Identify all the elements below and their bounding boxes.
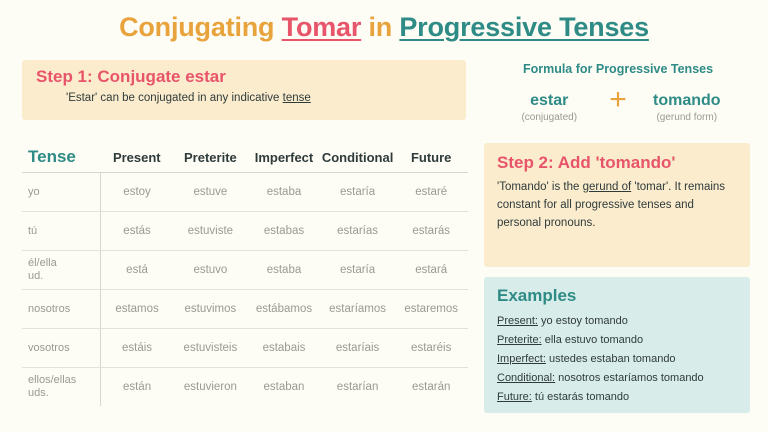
cell-present: están bbox=[122, 381, 152, 393]
cell-future: estarás bbox=[394, 212, 468, 251]
title-verb-tomar: Tomar bbox=[281, 12, 362, 42]
table-row bbox=[22, 173, 468, 212]
example-text: nosotros estaríamos tomando bbox=[555, 371, 704, 384]
step2-heading: Step 2: Add 'tomando' bbox=[497, 153, 676, 172]
column-header-imperfect: Imperfect bbox=[247, 142, 321, 173]
formula-title: Formula for Progressive Tenses bbox=[522, 62, 714, 76]
cell-imperfect: estaba bbox=[247, 251, 321, 290]
cell-imperfect: estaban bbox=[263, 381, 305, 393]
cell-future: estaré bbox=[394, 173, 468, 212]
title-part-progressive-tenses: Progressive Tenses bbox=[399, 12, 649, 42]
page-title bbox=[0, 12, 768, 43]
cell-imperfect: estábamos bbox=[247, 290, 321, 329]
example-label: Present: bbox=[497, 315, 538, 327]
step1-subtext-underlined: tense bbox=[282, 92, 311, 104]
example-item bbox=[497, 369, 737, 388]
formula-right-note: (gerund form) bbox=[656, 111, 718, 123]
table-body bbox=[22, 173, 468, 407]
conjugation-table bbox=[22, 142, 468, 406]
title-part-conjugating: Conjugating bbox=[119, 12, 282, 42]
formula-right-term bbox=[635, 92, 739, 123]
formula-left-word: estar bbox=[530, 91, 569, 109]
cell-conditional: estarían bbox=[336, 381, 379, 393]
cell-imperfect: estaba bbox=[247, 173, 321, 212]
step2-body bbox=[497, 179, 737, 232]
cell-preterite: estuvisteis bbox=[174, 329, 248, 368]
example-item bbox=[497, 331, 737, 350]
example-item bbox=[497, 350, 737, 369]
step2-body-pre: 'Tomando' is the bbox=[497, 181, 583, 193]
cell-conditional: estaría bbox=[321, 251, 395, 290]
example-label: Imperfect: bbox=[497, 352, 546, 365]
row-pronoun: nosotros bbox=[22, 290, 100, 329]
table-row bbox=[22, 368, 468, 407]
example-text: ella estuvo tomando bbox=[541, 333, 644, 346]
row-pronoun: yo bbox=[22, 173, 100, 212]
step2-body-post: 'tomar'. It remains constant for all progressive tenses and personal pronouns. bbox=[497, 181, 726, 229]
cell-conditional: estarías bbox=[321, 212, 395, 251]
column-header-tense: Tense bbox=[22, 142, 100, 173]
step1-banner bbox=[22, 60, 466, 120]
example-text: ustedes estaban tomando bbox=[545, 352, 676, 365]
step1-subtext bbox=[66, 92, 452, 104]
row-pronoun: él/ella ud. bbox=[22, 251, 100, 290]
examples-box bbox=[484, 277, 750, 413]
column-header-present: Present bbox=[100, 142, 174, 173]
cell-future: estaréis bbox=[394, 329, 468, 368]
cell-preterite: estuvieron bbox=[183, 381, 237, 393]
table-row bbox=[22, 329, 468, 368]
example-text: yo estoy tomando bbox=[537, 315, 628, 327]
example-label: Future: bbox=[497, 390, 532, 403]
row-pronoun: vosotros bbox=[22, 329, 100, 368]
formula-left-note: (conjugated) bbox=[521, 111, 578, 123]
column-header-preterite: Preterite bbox=[174, 142, 248, 173]
conjugation-table-wrapper bbox=[22, 142, 468, 406]
table-row bbox=[22, 212, 468, 251]
cell-conditional: estaríamos bbox=[321, 290, 395, 329]
table-row bbox=[22, 251, 468, 290]
formula-row bbox=[484, 85, 752, 129]
cell-preterite: estuvo bbox=[174, 251, 248, 290]
cell-imperfect: estabas bbox=[247, 212, 321, 251]
example-item bbox=[497, 388, 737, 407]
example-label: Preterite: bbox=[497, 333, 542, 346]
examples-heading: Examples bbox=[497, 286, 577, 305]
formula-right-word: tomando bbox=[652, 91, 721, 109]
step2-box bbox=[484, 143, 750, 267]
cell-present: estás bbox=[100, 212, 174, 251]
example-text: tú estarás tomando bbox=[531, 390, 630, 403]
plus-icon: + bbox=[609, 83, 627, 116]
table-header-row bbox=[22, 142, 468, 173]
column-header-future: Future bbox=[394, 142, 468, 173]
table-row bbox=[22, 290, 468, 329]
row-pronoun: tú bbox=[22, 212, 100, 251]
cell-present: está bbox=[100, 251, 174, 290]
formula-section bbox=[484, 62, 752, 129]
cell-present: estáis bbox=[100, 329, 174, 368]
example-item bbox=[497, 312, 737, 331]
formula-left-term bbox=[497, 92, 601, 123]
table-header bbox=[22, 142, 468, 173]
cell-future: estaremos bbox=[394, 290, 468, 329]
cell-preterite: estuvimos bbox=[174, 290, 248, 329]
step1-heading: Step 1: Conjugate estar bbox=[36, 67, 226, 86]
cell-future: estarán bbox=[412, 381, 451, 393]
row-pronoun: ellos/ellas uds. bbox=[22, 368, 100, 407]
column-header-conditional: Conditional bbox=[321, 142, 395, 173]
cell-conditional: estaríais bbox=[321, 329, 395, 368]
cell-imperfect: estabais bbox=[247, 329, 321, 368]
example-label: Conditional: bbox=[497, 371, 556, 384]
title-part-in: in bbox=[361, 12, 400, 42]
cell-preterite: estuve bbox=[174, 173, 248, 212]
cell-present: estamos bbox=[100, 290, 174, 329]
step2-body-underlined: gerund of bbox=[582, 181, 632, 193]
cell-future: estará bbox=[394, 251, 468, 290]
cell-present: estoy bbox=[100, 173, 174, 212]
step1-subtext-pre: 'Estar' can be conjugated in any indicative bbox=[66, 92, 283, 104]
cell-preterite: estuviste bbox=[174, 212, 248, 251]
cell-conditional: estaría bbox=[321, 173, 395, 212]
